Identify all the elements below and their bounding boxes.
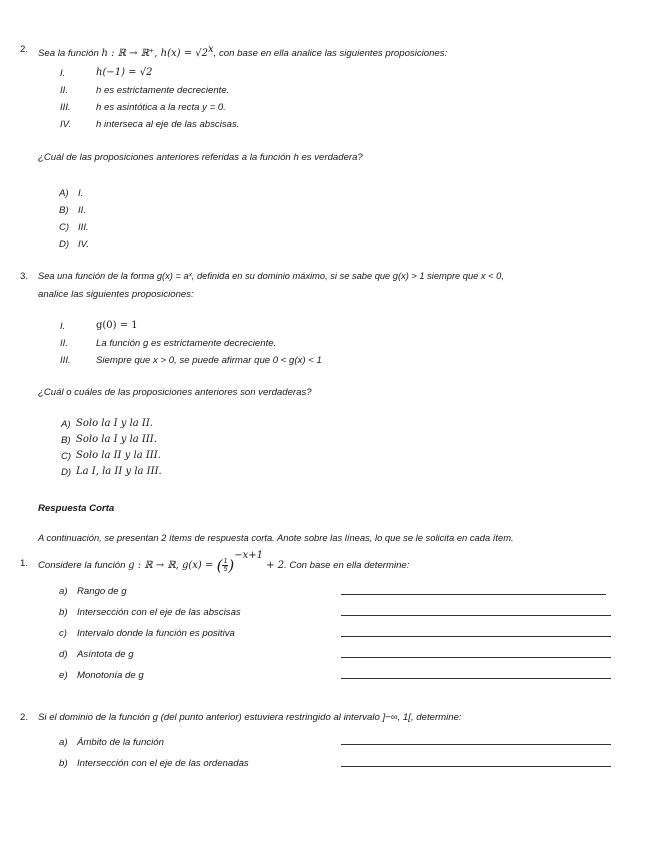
option-letter: A): [61, 419, 71, 430]
item-text: Monotonía de g: [77, 670, 144, 681]
option-text: II.: [78, 205, 86, 216]
section-heading: Respuesta Corta: [38, 503, 115, 514]
question-number: 2.: [20, 44, 29, 55]
item-text: Ámbito de la función: [77, 737, 164, 748]
option-text: I.: [78, 188, 84, 199]
question-prompt: ¿Cuál o cuáles de las proposiciones anteriores son verdaderas?: [38, 387, 312, 398]
option-letter: C): [61, 451, 72, 462]
item-letter: b): [59, 758, 68, 769]
answer-line[interactable]: [341, 766, 611, 767]
option-letter: C): [59, 222, 70, 233]
proposition-number: II.: [60, 85, 68, 96]
item-letter: a): [59, 737, 68, 748]
question-text: Sea una función de la forma g(x) = aˣ, definida en su dominio máximo, si se sabe que g(x) > 1 siempre que x < 0,: [38, 271, 504, 281]
option-text: La I, la II y la III.: [76, 466, 162, 477]
proposition-number: III.: [60, 102, 71, 113]
item-text: Intersección con el eje de las abscisas: [77, 607, 241, 618]
option-letter: B): [59, 205, 69, 216]
proposition-text: Siempre que x > 0, se puede afirmar que 0 < g(x) < 1: [96, 355, 322, 366]
proposition-text: La función g es estrictamente decreciente.: [96, 338, 277, 349]
item-letter: a): [59, 586, 68, 597]
option-text: Solo la I y la III.: [76, 434, 157, 445]
proposition-number: II.: [60, 338, 68, 349]
proposition-text: h interseca al eje de las abscisas.: [96, 119, 240, 130]
question-number: 1.: [20, 558, 29, 569]
proposition-number: III.: [60, 355, 71, 366]
question-text: Sea la función h : ℝ → ℝ⁺, $h(x) = √2^x$, con base en ella analice las siguientes proposiciones:: [38, 44, 448, 60]
item-text: Intervalo donde la función es positiva: [77, 628, 235, 639]
proposition-text: h es estrictamente decreciente.: [96, 85, 230, 96]
proposition-number: I.: [60, 321, 66, 332]
answer-line[interactable]: [341, 657, 611, 658]
question-text: Considere la función g : ℝ → ℝ, g(x) = ( $\frac{1}{5}$ )$^{-x+1}$ + 2. Con base en ella determine:: [38, 550, 410, 575]
option-letter: A): [59, 188, 69, 199]
answer-line[interactable]: [341, 678, 611, 679]
proposition-text: g(0) = 1: [96, 320, 138, 331]
item-text: Rango de g: [77, 586, 127, 597]
option-text: Solo la I y la II.: [76, 418, 153, 429]
option-letter: D): [59, 239, 70, 250]
item-letter: b): [59, 607, 68, 618]
option-text: III.: [78, 222, 89, 233]
item-letter: e): [59, 670, 68, 681]
question-prompt: ¿Cuál de las proposiciones anteriores referidas a la función h es verdadera?: [38, 152, 363, 163]
answer-line[interactable]: [341, 615, 611, 616]
item-text: Intersección con el eje de las ordenadas: [77, 758, 249, 769]
answer-line[interactable]: [341, 636, 611, 637]
left-paren: (: [216, 556, 223, 575]
fraction: $\frac{1}{5}$: [223, 558, 228, 574]
option-text: Solo la II y la III.: [76, 450, 161, 461]
proposition-number: IV.: [60, 119, 72, 130]
section-instructions: A continuación, se presentan 2 ítems de respuesta corta. Anote sobre las líneas, lo que se le solicita en cada ítem.: [38, 532, 514, 543]
answer-line[interactable]: [341, 594, 606, 595]
item-text: Asíntota de g: [77, 649, 134, 660]
proposition-number: I.: [60, 68, 66, 79]
right-paren: ): [228, 556, 235, 575]
option-text: IV.: [78, 239, 90, 250]
item-letter: c): [59, 628, 67, 639]
option-letter: B): [61, 435, 71, 446]
item-letter: d): [59, 649, 68, 660]
question-text: Si el dominio de la función g (del punto anterior) estuviera restringido al intervalo ]−∞, 1[, determine:: [38, 712, 462, 723]
question-number: 3.: [20, 271, 29, 282]
question-text-continued: analice las siguientes proposiciones:: [38, 289, 194, 300]
proposition-text: h es asintótica a la recta y = 0.: [96, 102, 226, 113]
answer-line[interactable]: [341, 744, 611, 745]
option-letter: D): [61, 467, 72, 478]
proposition-text: h(−1) = √2: [96, 67, 153, 78]
question-number: 2.: [20, 712, 29, 723]
